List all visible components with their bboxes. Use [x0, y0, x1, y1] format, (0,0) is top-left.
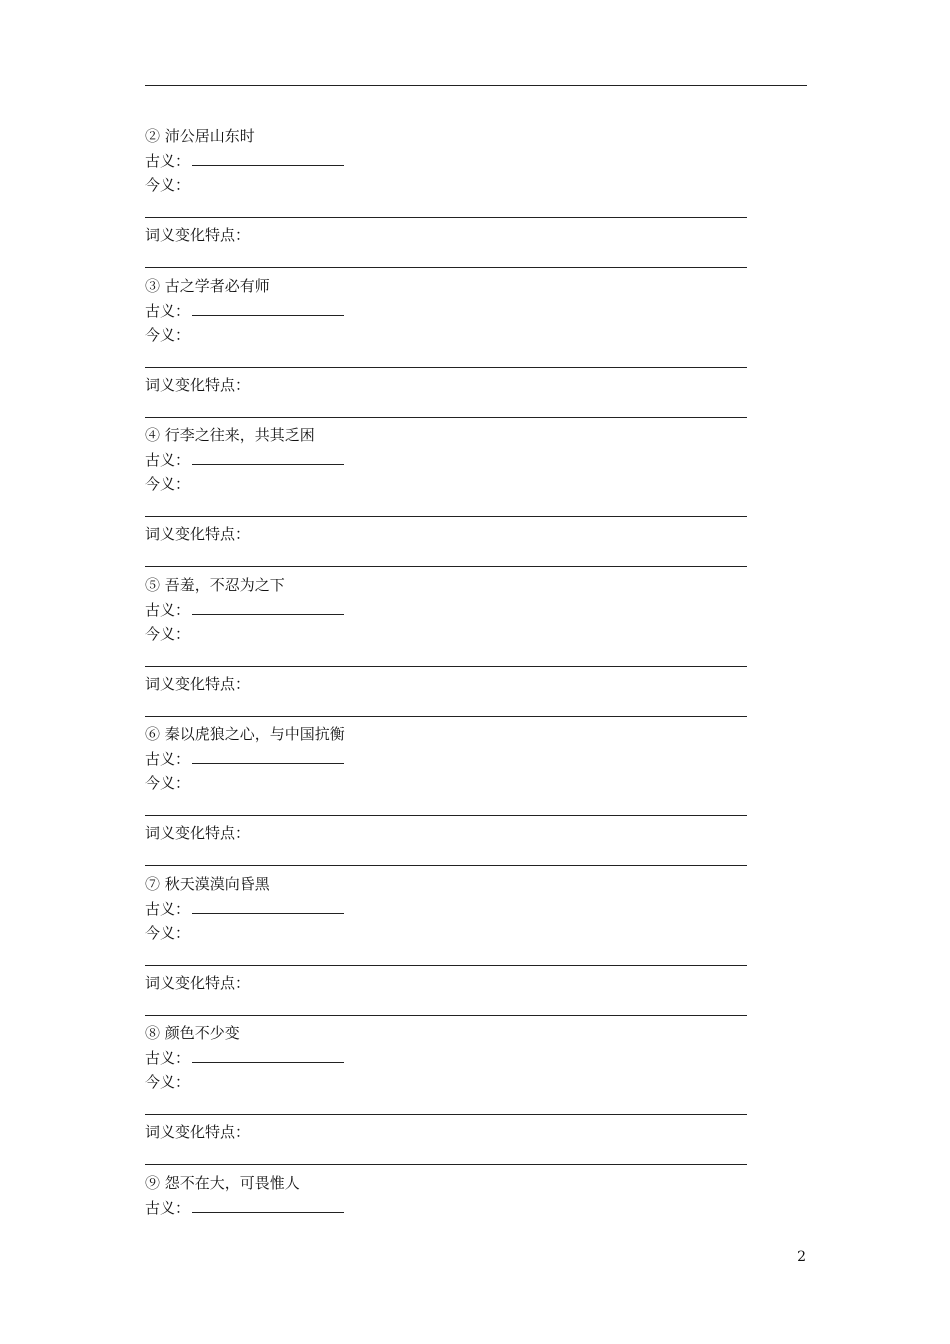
exercise-heading: ④ 行李之往来，共其乏困	[145, 426, 315, 444]
bianhua-answer-line[interactable]	[145, 267, 747, 268]
exercise-item	[145, 724, 765, 874]
gu-row	[145, 300, 344, 321]
exercise-item	[145, 1023, 765, 1173]
exercise-heading: ② 沛公居山东时	[145, 127, 255, 145]
bianhua-label: 词义变化特点：	[145, 1123, 251, 1141]
jin-label: 今义：	[145, 1073, 191, 1091]
gu-label: 古义：	[145, 750, 191, 768]
gu-label: 古义：	[145, 899, 191, 918]
exercise-list	[145, 126, 765, 1322]
jin-label: 今义：	[145, 624, 191, 643]
gu-answer-blank[interactable]	[192, 898, 344, 914]
exercise-heading: ⑥ 秦以虎狼之心，与中国抗衡	[145, 725, 345, 743]
exercise-item	[145, 126, 765, 276]
bianhua-answer-line[interactable]	[145, 1164, 747, 1165]
bianhua-label: 词义变化特点：	[145, 375, 251, 394]
gu-label: 古义：	[145, 451, 191, 469]
gu-answer-blank[interactable]	[192, 1047, 344, 1063]
exercise-item	[145, 874, 765, 1024]
gu-label: 古义：	[145, 1049, 191, 1067]
bianhua-answer-line[interactable]	[145, 417, 747, 418]
jin-answer-line[interactable]	[145, 666, 747, 667]
jin-answer-line[interactable]	[145, 815, 747, 816]
gu-answer-blank[interactable]	[192, 599, 344, 615]
bianhua-label: 词义变化特点：	[145, 973, 251, 992]
jin-label: 今义：	[145, 325, 191, 344]
gu-label: 古义：	[145, 600, 191, 619]
gu-answer-blank[interactable]	[192, 150, 344, 166]
gu-answer-blank[interactable]	[192, 449, 344, 465]
bianhua-answer-line[interactable]	[145, 1015, 747, 1016]
jin-label: 今义：	[145, 475, 191, 493]
gu-row	[145, 748, 344, 769]
gu-label: 古义：	[145, 1198, 191, 1217]
gu-answer-blank[interactable]	[192, 300, 344, 316]
exercise-item	[145, 276, 765, 426]
gu-row	[145, 449, 344, 470]
bianhua-label: 词义变化特点：	[145, 674, 251, 693]
exercise-item	[145, 575, 765, 725]
bianhua-answer-line[interactable]	[145, 865, 747, 866]
exercise-heading: ③ 古之学者必有师	[145, 276, 270, 295]
bianhua-answer-line[interactable]	[145, 566, 747, 567]
gu-label: 古义：	[145, 152, 191, 170]
gu-answer-blank[interactable]	[192, 1197, 344, 1213]
jin-answer-line[interactable]	[145, 367, 747, 368]
page-number: 2	[797, 1249, 806, 1265]
bianhua-label: 词义变化特点：	[145, 226, 251, 244]
exercise-heading: ⑨ 怨不在大，可畏惟人	[145, 1173, 300, 1192]
gu-row	[145, 1197, 344, 1218]
header-rule	[145, 85, 807, 86]
bianhua-label: 词义变化特点：	[145, 525, 251, 543]
exercise-heading: ⑤ 吾羞，不忍为之下	[145, 575, 285, 594]
jin-answer-line[interactable]	[145, 516, 747, 517]
jin-answer-line[interactable]	[145, 217, 747, 218]
gu-row	[145, 1047, 344, 1068]
bianhua-label: 词义变化特点：	[145, 824, 251, 842]
jin-label: 今义：	[145, 774, 191, 792]
exercise-heading: ⑧ 颜色不少变	[145, 1024, 240, 1042]
jin-answer-line[interactable]	[145, 1114, 747, 1115]
gu-row	[145, 599, 344, 620]
exercise-item	[145, 425, 765, 575]
gu-answer-blank[interactable]	[192, 748, 344, 764]
jin-answer-line[interactable]	[145, 965, 747, 966]
gu-label: 古义：	[145, 301, 191, 320]
jin-label: 今义：	[145, 176, 191, 194]
gu-row	[145, 898, 344, 919]
exercise-item	[145, 1173, 765, 1323]
bianhua-answer-line[interactable]	[145, 716, 747, 717]
exercise-heading: ⑦ 秋天漠漠向昏黑	[145, 874, 270, 893]
gu-row	[145, 150, 344, 171]
jin-label: 今义：	[145, 923, 191, 942]
